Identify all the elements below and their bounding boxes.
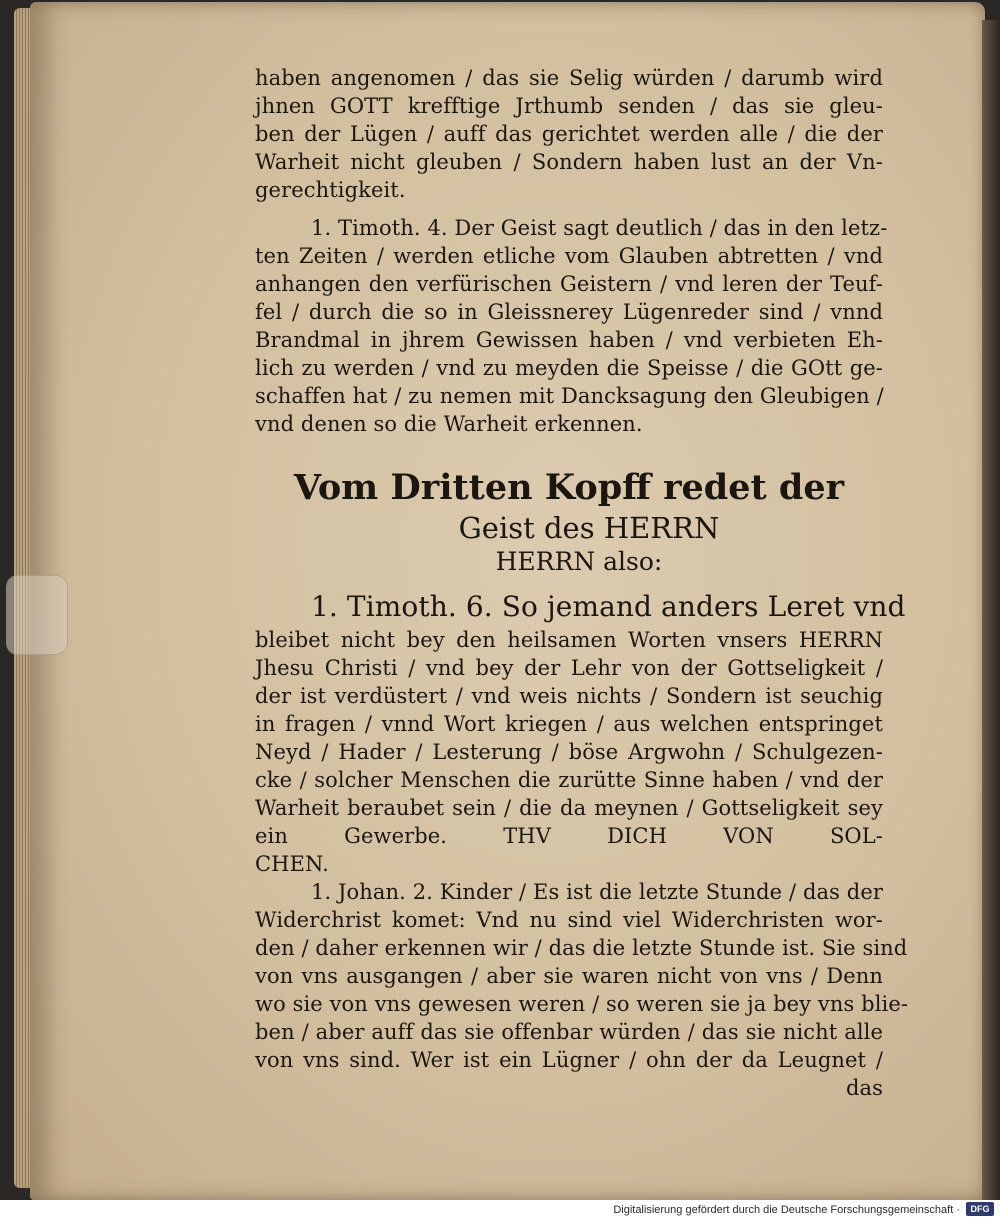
paragraph-4: [255, 878, 909, 1074]
text-line: Warheit nicht gleuben / Sondern haben lust an der Vn-: [255, 150, 883, 174]
page-text: [255, 64, 909, 1102]
text-line: 1. Johan. 2. Kinder / Es ist die letzte Stunde / das der: [311, 880, 883, 904]
text-line: den / daher erkennen wir / das die letzte Stunde ist. Sie sind: [255, 936, 908, 960]
text-line: Neyd / Hader / Lesterung / böse Argwohn / Schulgezen-: [255, 740, 883, 764]
section-heading-line2: Geist des HERRN: [458, 511, 720, 545]
text-line: der ist verdüstert / vnd weis nichts / Sondern ist seuchig: [255, 684, 883, 708]
text-line: Widerchrist komet: Vnd nu sind viel Widerchristen wor-: [255, 908, 883, 932]
text-line: bleibet nicht bey den heilsamen Worten vnsers HERRN: [255, 628, 883, 652]
text-line: ben der Lügen / auff das gerichtet werden alle / die der: [255, 122, 883, 146]
text-line: jhnen GOTT krefftige Jrthumb senden / das sie gleu-: [255, 94, 883, 118]
page-tab-marker: [6, 575, 68, 655]
text-line: von vns sind. Wer ist ein Lügner / ohn der da Leugnet /: [255, 1048, 883, 1072]
section-heading: Vom Dritten Kopff redet der: [293, 467, 845, 508]
text-line: fel / durch die so in Gleissnerey Lügenreder sind / vnnd: [255, 300, 883, 324]
paragraph-3: [255, 588, 906, 878]
paragraph-2: [255, 214, 888, 438]
text-line: 1. Timoth. 4. Der Geist sagt deutlich / das in den letz-: [311, 216, 888, 240]
text-line: ten Zeiten / werden etliche vom Glauben abtretten / vnd: [255, 244, 883, 268]
dfg-logo: DFG: [966, 1202, 994, 1216]
section-heading-line3: HERRN also:: [495, 547, 663, 576]
text-line: Jhesu Christi / vnd bey der Lehr von der Gottseligkeit /: [255, 656, 883, 680]
text-line: CHEN.: [255, 852, 329, 876]
text-line: cke / solcher Menschen die zurütte Sinne haben / vnd der: [255, 768, 883, 792]
paragraph-1: [255, 64, 883, 204]
text-line: Warheit beraubet sein / die da meynen / Gottseligkeit sey: [255, 796, 883, 820]
text-line: wo sie von vns gewesen weren / so weren sie ja bey vns blie-: [255, 992, 909, 1016]
text-line: ben / aber auff das sie offenbar würden / das sie nicht alle: [255, 1020, 883, 1044]
text-line: gerechtigkeit.: [255, 178, 406, 202]
text-line: schaffen hat / zu nemen mit Dancksagung den Gleubigen /: [255, 384, 884, 408]
text-line: vnd denen so die Warheit erkennen.: [255, 412, 643, 436]
digitization-footer: [0, 1200, 1000, 1220]
text-line: von vns ausgangen / aber sie waren nicht von vns / Denn: [255, 964, 883, 988]
footer-credit: Digitalisierung gefördert durch die Deutsche Forschungsgemeinschaft ·: [613, 1204, 960, 1216]
text-line: haben angenomen / das sie Selig würden / darumb wird: [255, 66, 883, 90]
book-spine-shadow: [982, 20, 1000, 1200]
text-line: in fragen / vnnd Wort kriegen / aus welchen entspringet: [255, 712, 883, 736]
catchword: das: [845, 1076, 883, 1100]
text-line: lich zu werden / vnd zu meyden die Speisse / die GOtt ge-: [255, 356, 883, 380]
text-line: anhangen den verfürischen Geistern / vnd leren der Teuf-: [255, 272, 883, 296]
text-line: Brandmal in jhrem Gewissen haben / vnd verbieten Eh-: [255, 328, 883, 352]
text-line: 1. Timoth. 6. So jemand anders Leret vnd: [311, 590, 906, 623]
text-line: ein Gewerbe. THV DICH VON SOL-: [255, 824, 883, 848]
